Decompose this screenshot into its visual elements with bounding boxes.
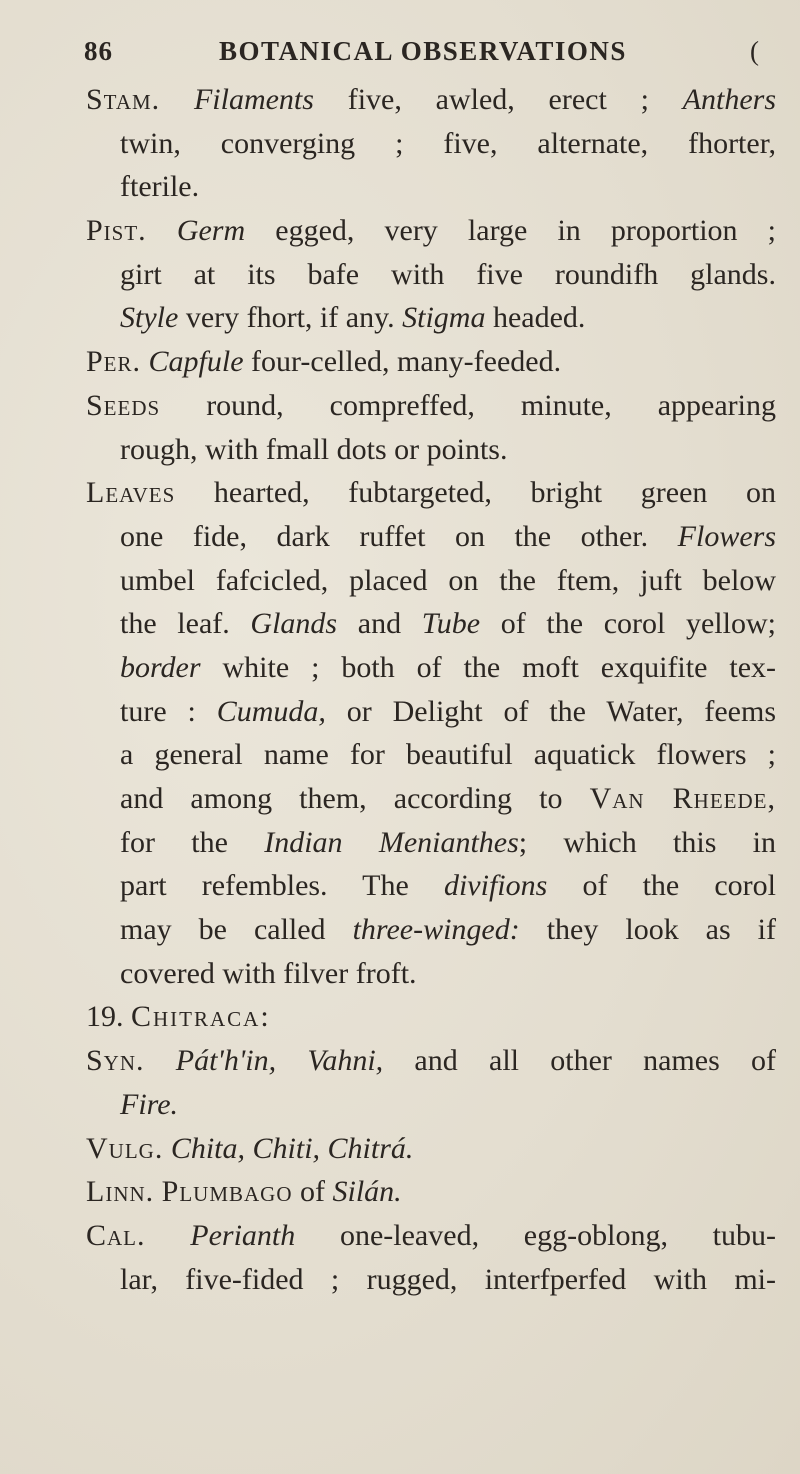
text-line: Fire. <box>120 1087 179 1121</box>
text-line: for the Indian Menianthes; which this in <box>120 825 776 859</box>
text-line: Vulg. Chita, Chiti, Chitrá. <box>86 1131 414 1165</box>
text-line: Linn. Plumbago of Silán. <box>86 1175 402 1209</box>
text-line: covered with filver froft. <box>120 956 417 990</box>
page-number: 86 <box>84 36 113 66</box>
text-line: may be called three-winged: they look as if <box>120 913 776 947</box>
text-line: Style very fhort, if any. Stigma headed. <box>120 301 586 335</box>
text-line: twin, converging ; five, alternate, fhorter, <box>120 126 776 160</box>
text-line: a general name for beautiful aquatick flowers ; <box>120 738 776 772</box>
text-line: Leaves hearted, fubtargeted, bright green on <box>86 476 776 510</box>
text-line: ture : Cumuda, or Delight of the Water, feems <box>120 694 776 728</box>
text-line: one fide, dark ruffet on the other. Flowers <box>120 519 776 553</box>
text-line: Seeds round, compreffed, minute, appearing <box>86 388 776 422</box>
text-line: Syn. Pát'h'in, Vahni, and all other names of <box>86 1044 776 1078</box>
text-line: border white ; both of the moft exquifite tex- <box>120 650 776 684</box>
text-line: the leaf. Glands and Tube of the corol yellow; <box>120 607 776 641</box>
page-text <box>86 78 776 1301</box>
running-title: BOTANICAL OBSERVATIONS <box>219 36 627 66</box>
text-line: Cal. Perianth one-leaved, egg-oblong, tubu- <box>86 1218 776 1252</box>
section-heading: 19. Chitraca: <box>86 1000 271 1034</box>
edge-mark: ( <box>750 36 760 66</box>
text-line: part refembles. The divifions of the corol <box>120 869 777 903</box>
text-line: rough, with fmall dots or points. <box>120 432 508 466</box>
text-line: lar, five-fided ; rugged, interfperfed with mi- <box>120 1262 776 1296</box>
text-line: fterile. <box>120 170 200 204</box>
text-line: Pist. Germ egged, very large in proportion ; <box>86 214 777 248</box>
text-line: Per. Capfule four-celled, many-feeded. <box>86 345 562 379</box>
page-header <box>84 36 784 76</box>
text-line: umbel fafcicled, placed on the ftem, juft below <box>120 563 776 597</box>
text-line: girt at its bafe with five roundifh glands. <box>120 257 776 291</box>
text-line: Stam. Filaments five, awled, erect ; Anthers <box>86 83 777 116</box>
text-line: and among them, according to Van Rheede, <box>120 782 776 815</box>
